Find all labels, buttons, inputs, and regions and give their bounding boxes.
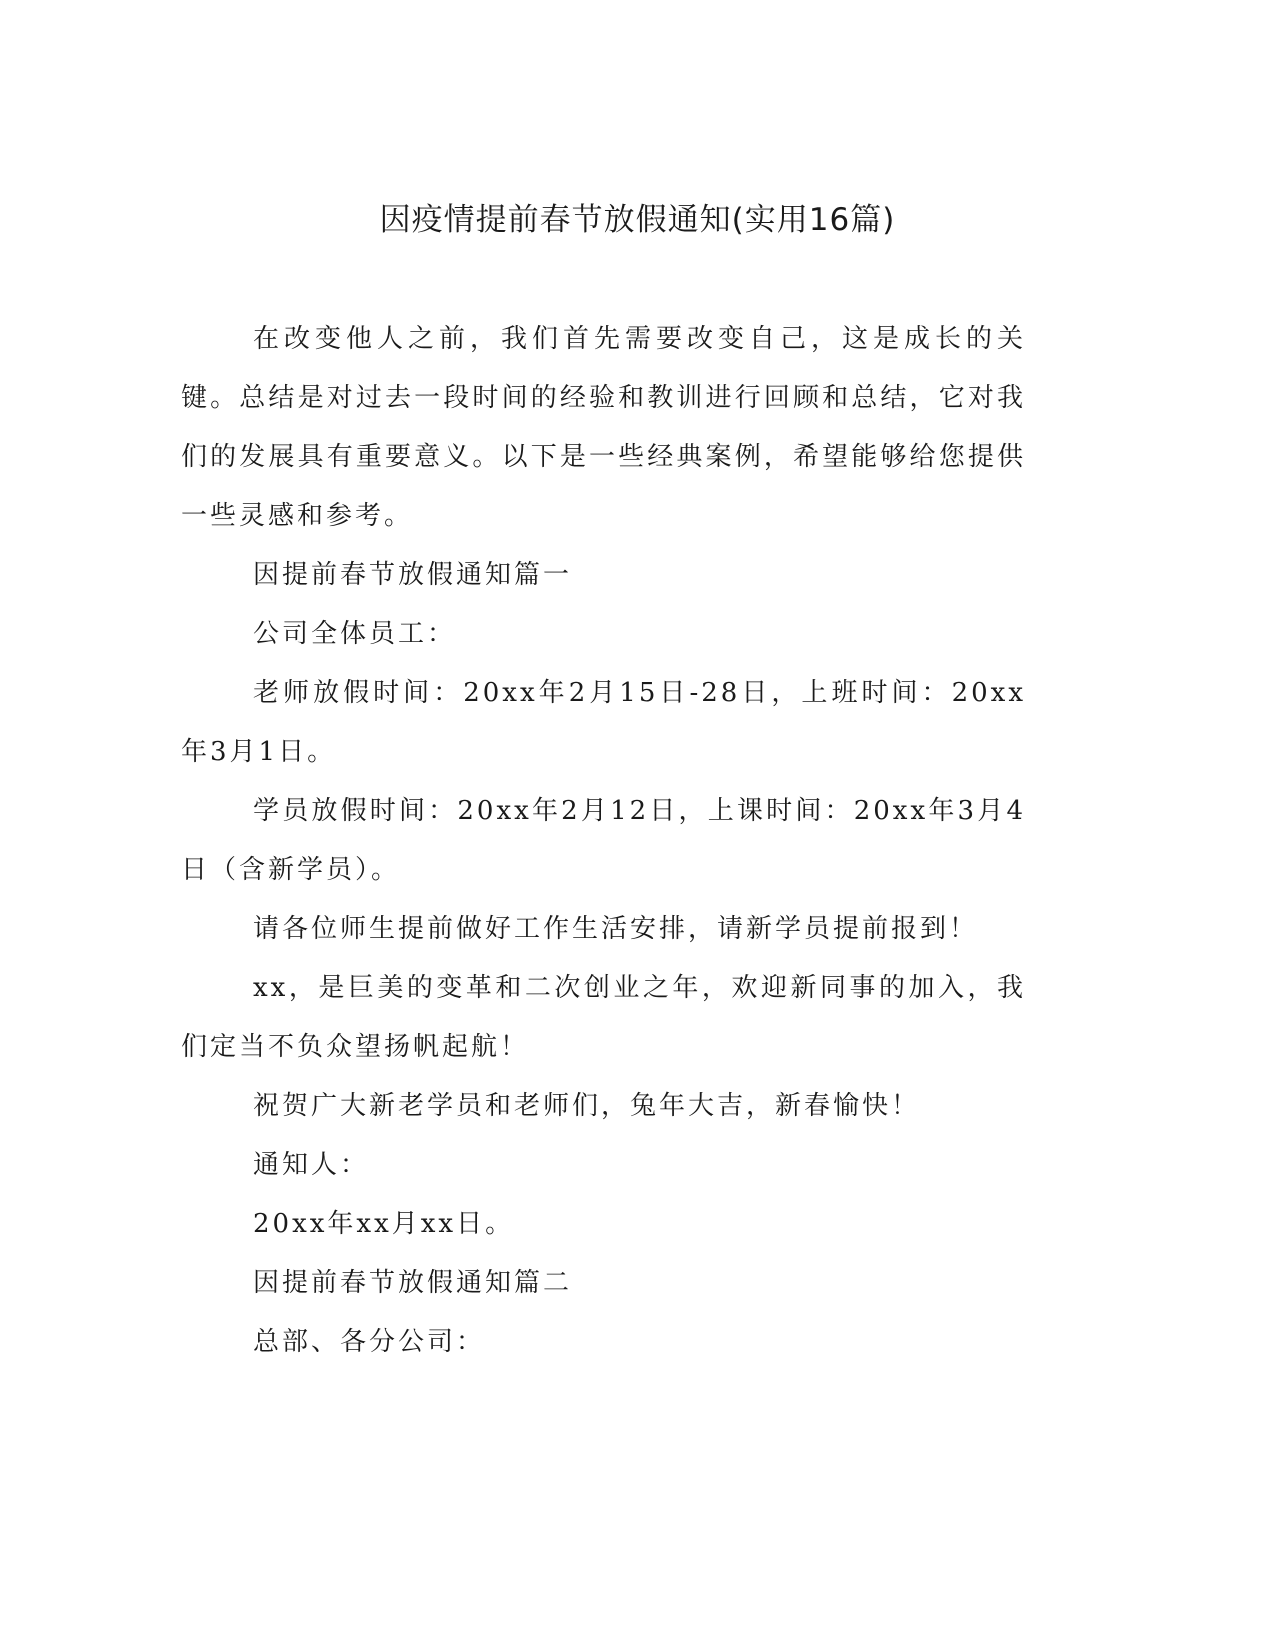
date-line: 20xx年xx月xx日。: [253, 1209, 515, 1239]
salutation-2: 总部、各分公司：: [253, 1327, 486, 1357]
student-holiday-paragraph: 学员放假时间：20xx年2月12日，上课时间：20xx年3月4日（含新学员）。: [181, 796, 1026, 885]
salutation-1: 公司全体员工：: [253, 619, 457, 649]
arrangement-paragraph: 请各位师生提前做好工作生活安排，请新学员提前报到！: [253, 914, 979, 944]
document-title: 因疫情提前春节放假通知(实用16篇): [379, 202, 896, 238]
section-heading-1: 因提前春节放假通知篇一: [253, 560, 573, 590]
notifier-line: 通知人：: [253, 1150, 370, 1180]
section-heading-2: 因提前春节放假通知篇二: [253, 1268, 573, 1298]
document-body: [181, 310, 1026, 1372]
teacher-holiday-paragraph: 老师放假时间：20xx年2月15日-28日，上班时间：20xx年3月1日。: [181, 678, 1026, 767]
intro-paragraph: 在改变他人之前，我们首先需要改变自己，这是成长的关键。总结是对过去一段时间的经验和教训进行回顾和总结，它对我们的发展具有重要意义。以下是一些经典案例，希望能够给您提供一些灵感和参考。: [181, 324, 1026, 531]
greeting-paragraph: 祝贺广大新老学员和老师们，兔年大吉，新春愉快！: [253, 1091, 921, 1121]
welcome-paragraph: xx，是巨美的变革和二次创业之年，欢迎新同事的加入，我们定当不负众望扬帆起航！: [181, 973, 1026, 1062]
